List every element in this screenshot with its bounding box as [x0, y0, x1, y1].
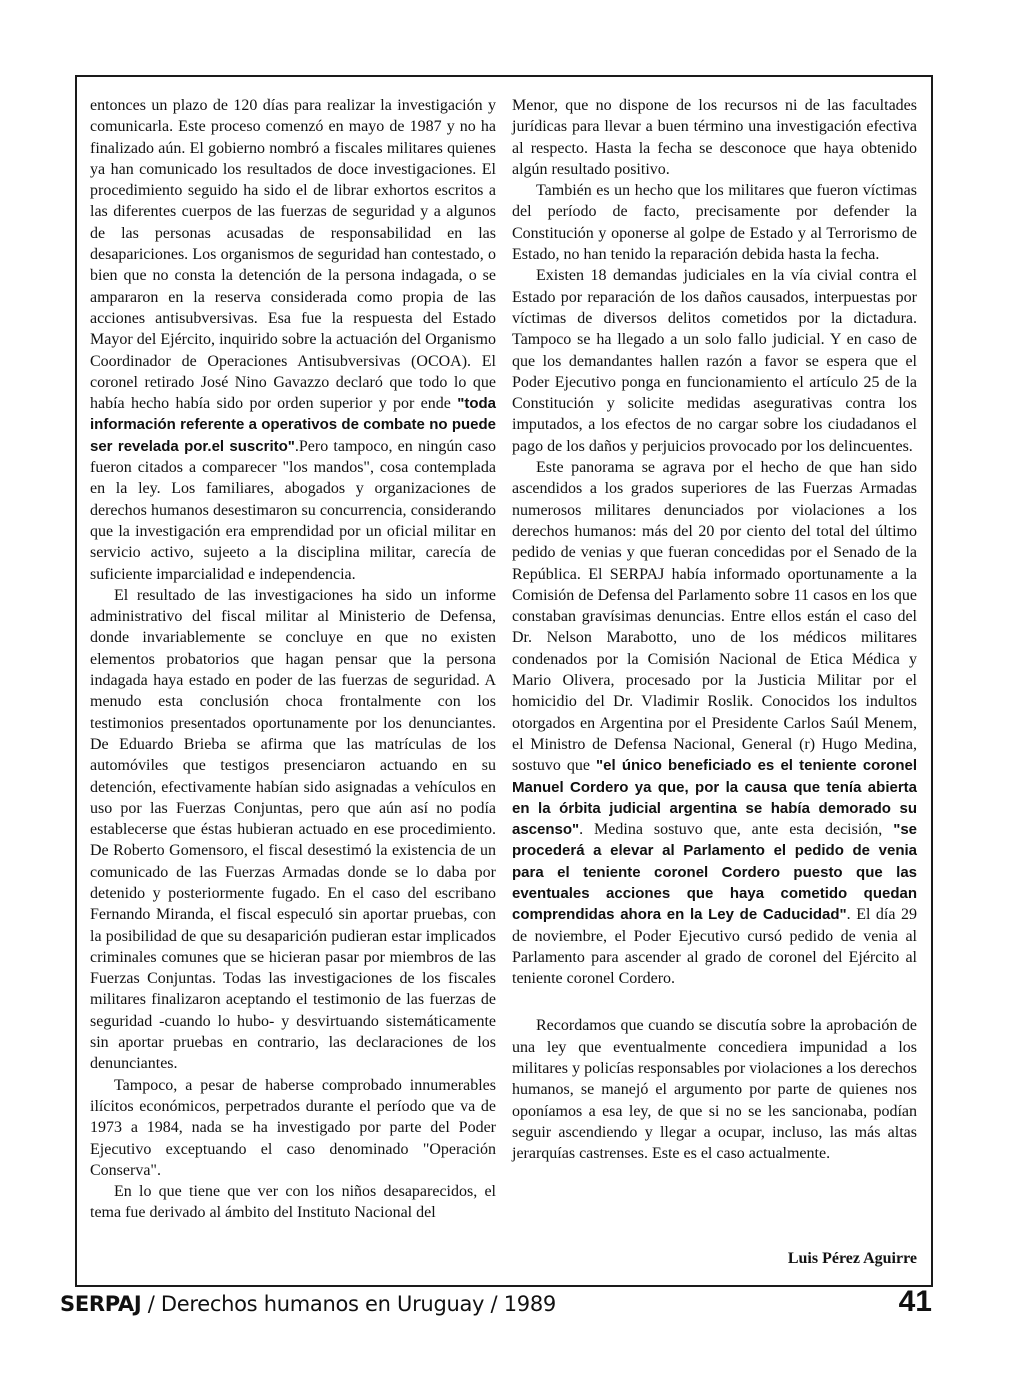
footer-title: / Derechos humanos en Uruguay / 1989 [141, 1292, 556, 1316]
paragraph-text: .Pero tampoco, en ningún caso fueron citados a comparecer "los mandos", cosa contemplada en la ley. Los familiares, abogados y organizaciones de derechos humanos desestimaron su concurrencia, considerando que la investigación era emprendidad por un oficial militar en servicio activo, sujeeto a la disciplina militar, carecía de suficiente imparcialidad e independencia. [90, 437, 496, 583]
bold-quote: "el único beneficiado es el teniente coronel Manuel Cordero ya que, por la causa que tenía abierta en la órbita judicial argentina se había demorado su ascenso" [512, 757, 918, 839]
paragraph-text: . Medina sostuvo que, ante esta decisión, [579, 821, 894, 839]
paragraph: Tampoco, a pesar de haberse comprobado innumerables ilícitos económicos, perpetrados durante el período que va de 1973 a 1984, nada se ha investigado por parte del Poder Ejecutivo exceptuando el caso denominado "Operación Conserva". [90, 1076, 496, 1179]
author-signature: Luis Pérez Aguirre [787, 1250, 917, 1267]
paragraph: Menor, que no dispone de los recursos ni de las facultades jurídicas para llevar a buen término una investigación efectiva al respecto. Hasta la fecha se desconoce que haya obtenido algún resultado positivo. [512, 97, 917, 178]
right-column [512, 95, 917, 1165]
page-number: 41 [898, 1285, 932, 1318]
paragraph [90, 95, 496, 585]
paragraph: Existen 18 demandas judiciales en la vía civial contra el Estado por reparación de los daños causados, interpuestas por víctimas de diversos delitos cometidos por la dictadura. Tampoco se ha llegado a un solo fallo judicial. Y en caso de que los demandantes hallen razón a favor se espera que el Poder Ejecutivo ponga en funcionamiento el artículo 25 de la Constitución y solicite medidas asegurativas contra los imputados, a los efectos de no cargar sobre los ciudadanos el pago de los daños y perjuicios provocado por los delincuentes. [512, 267, 917, 455]
paragraph: Recordamos que cuando se discutía sobre la aprobación de una ley que eventualmente concediera impunidad a los militares y policías responsables por violaciones a los derechos humanos, se manejó el argumento por parte de quienes nos oponíamos a esa ley, de que si no se les sancionaba, podían seguir ascendiendo y llegar a ocupar, incluso, las más altas jerarquías castrenses. Este es el caso actualmente. [512, 1017, 917, 1163]
paragraph [512, 457, 917, 989]
paragraph-text: entonces un plazo de 120 días para realizar la investigación y comunicarla. Este proceso comenzó en mayo de 1987 y no ha finalizado aún. El gobierno nombró a fiscales militares quienes ya han comunicado los resultados de doce investigaciones. El procedimiento seguido ha sido el de librar exhortos escritos a las diferentes cuerpos de las fuerzas de seguridad y a algunos de las personas acusadas de responsabilidad en las desapariciones. Los organismos de seguridad han contestado, o bien que no consta la detención de la persona indagada, o se ampararon en la reserva considerada como propia de las acciones antisubversivas. Esa fue la respuesta del Estado Mayor del Ejército, inquirido sobre la actuación del Organismo Coordinador de Operaciones Antisubversivas (OCOA). El coronel retirado José Nino Gavazzo declaró que todo lo que había hecho había sido por orden superior y por ende [90, 97, 496, 413]
footer-publication [60, 1292, 556, 1316]
paragraph: En lo que tiene que ver con los niños desaparecidos, el tema fue derivado al ámbito del Instituto Nacional del [90, 1183, 496, 1222]
bold-quote: "toda información referente a operativos de combate no puede ser revelada por.el suscrito" [90, 395, 496, 455]
bold-quote: "se procederá a elevar al Parlamento el pedido de venia para el teniente coronel Cordero puesto que las eventuales acciones que haya cometido quedan comprendidas ahora en la Ley de Caducidad" [512, 821, 917, 924]
footer-serpaj: SERPAJ [60, 1292, 142, 1316]
paragraph: También es un hecho que los militares que fueron víctimas del período de facto, precisamente por defender la Constitución y oponerse al golpe de Estado y al Terrorismo de Estado, no han tenido la reparación debida hasta la fecha. [512, 182, 917, 264]
left-column [90, 95, 496, 1224]
paragraph-text: . El día 29 de noviembre, el Poder Ejecutivo cursó pedido de venia al Parlamento para ascender al grado de coronel del Ejército al teniente coronel Cordero. [512, 906, 918, 988]
paragraph-text: Este panorama se agrava por el hecho de que han sido ascendidos a los grados superiores de las Fuerzas Armadas numerosos militares denunciados por violaciones a los derechos humanos: más del 20 por ciento del total del último pedido de venias y que fueran concedidas por el Senado de la República. El SERPAJ había informado oportunamente a la Comisión de Defensa del Parlamento sobre 11 casos en los que constaban gravísimas denuncias. Entre ellos están el caso del Dr. Nelson Marabotto, uno de los médicos militares condenados por la Comisión Nacional de Etica Médica y Mario Olivera, procesado por la Justicia Militar por el homicidio del Dr. Vladimir Roslik. Conocidos los indultos otorgados en Argentina por el Presidente Carlos Saúl Menem, el Ministro de Defensa Nacional, General (r) Hugo Medina, sostuvo que [512, 459, 917, 775]
paragraph: El resultado de las investigaciones ha sido un informe administrativo del fiscal militar al Ministerio de Defensa, donde invariablemente se concluye en que no existen elementos probatorios que hagan pensar que la persona indagada haya estado en poder de las fuerzas de seguridad. A menudo esta conclusión choca frontalmente con los testimonios presentados oportunamente por los denunciantes. De Eduardo Brieba se afirma que las matrículas de los automóviles que testigos presenciaron actuando en su detención, efectivamente habían sido asignadas a vehículos en uso por las Fuerzas Conjuntas, pero que aún así no podía establecerse que éstas hubieran actuado en ese procedimiento. De Roberto Gomensoro, el fiscal desestimó la existencia de un comunicado de las Fuerzas Armadas donde se lo daba por detenido y posteriormente fugado. En el caso del escribano Fernando Miranda, el fiscal especuló sin aportar pruebas, con la posibilidad de que su desaparición pudieran estar implicados criminales comunes que se hicieran pasar por miembros de las Fuerzas Conjuntas. Todas las investigaciones de los fiscales militares finalizaron aceptando el testimonio de las fuerzas de seguridad -cuando lo hubo- y desvirtuando sistemáticamente sin aportar pruebas en contrario, las declaraciones de los denunciantes. [90, 586, 496, 1073]
